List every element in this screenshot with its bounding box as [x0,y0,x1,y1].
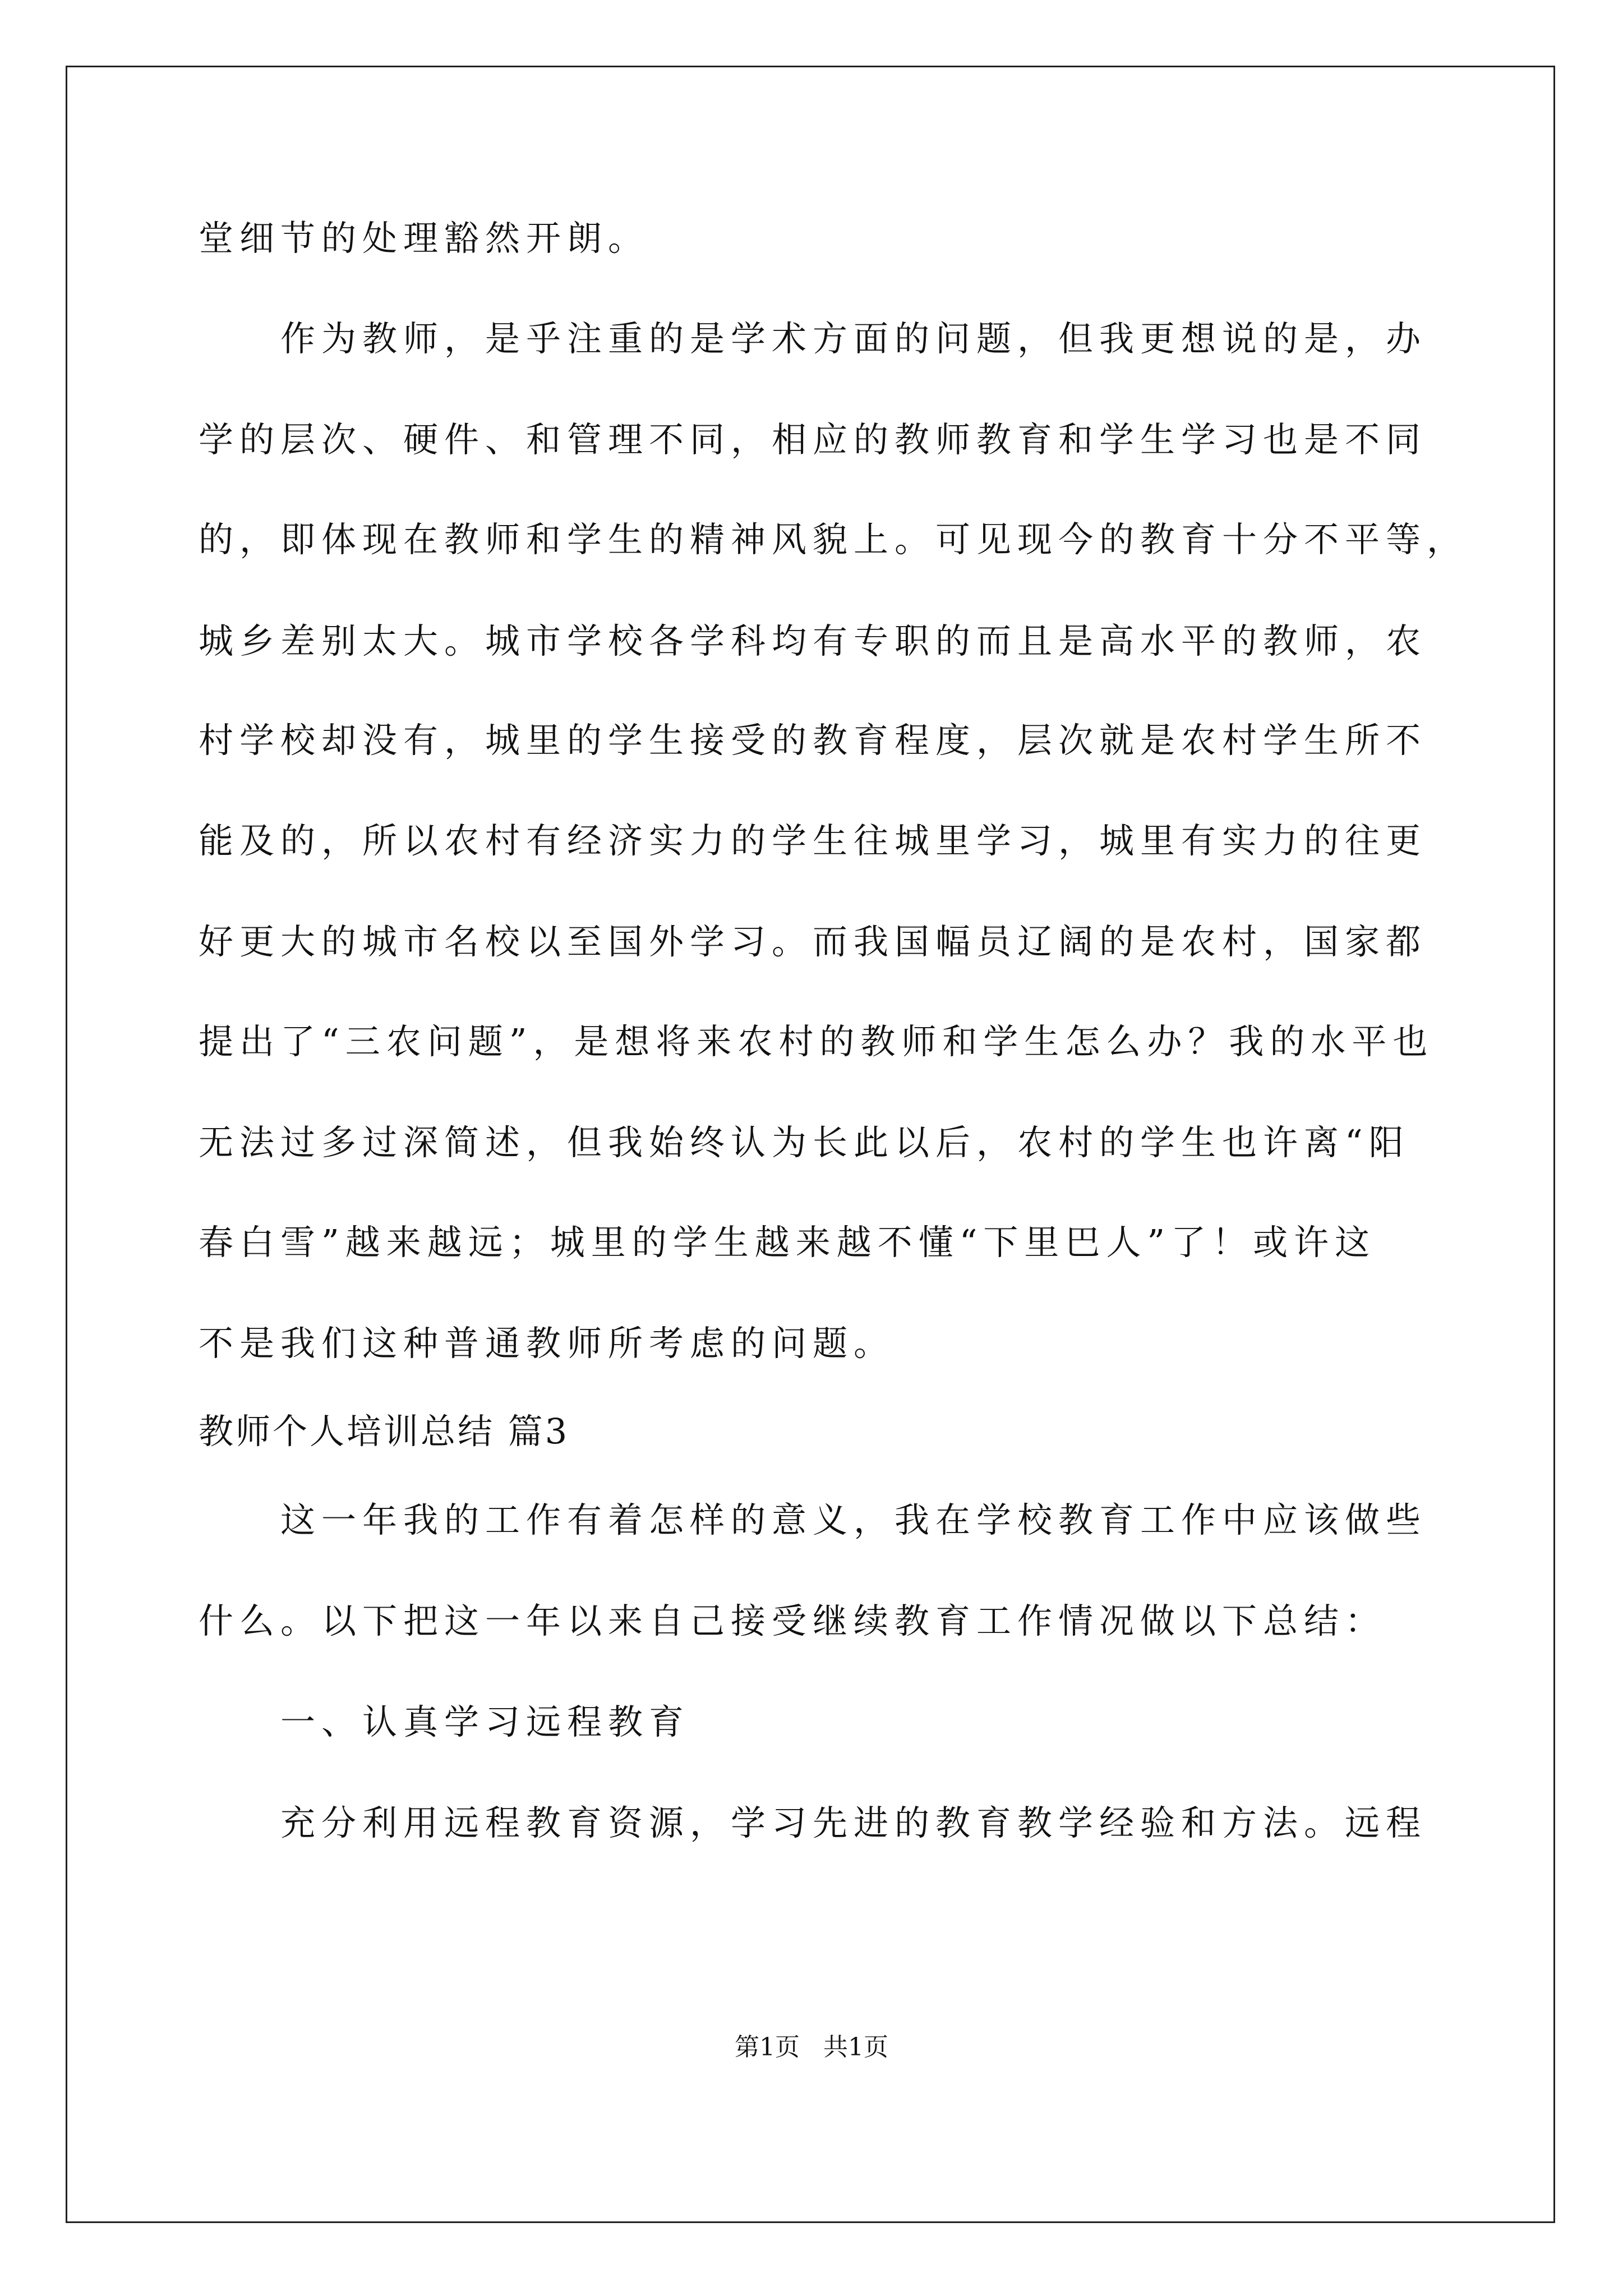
paragraph-line: 不是我们这种普通教师所考虑的问题。 [199,1323,895,1364]
paragraph-line: 的，即体现在教师和学生的精神风貌上。可见现今的教育十分不平等， [199,519,1468,560]
paragraph-line: 能及的，所以农村有经济实力的学生往城里学习，城里有实力的往更 [199,820,1427,861]
paragraph-line: 什么。以下把这一年以来自己接受继续教育工作情况做以下总结： [199,1600,1386,1641]
paragraph-line: 城乡差别太大。城市学校各学科均有专职的而且是高水平的教师，农 [199,620,1427,661]
paragraph-line: 好更大的城市名校以至国外学习。而我国幅员辽阔的是农村，国家都 [199,921,1427,962]
paragraph-line: 春白雪”越来越远；城里的学生越来越不懂“下里巴人”了！或许这 [199,1222,1376,1263]
paragraph-line: 充分利用远程教育资源，学习先进的教育教学经验和方法。远程 [199,1802,1427,1843]
paragraph-line: 学的层次、硬件、和管理不同，相应的教师教育和学生学习也是不同 [199,419,1427,460]
paragraph-line: 无法过多过深简述，但我始终认为长此以后，农村的学生也许离“阳 [199,1122,1410,1163]
paragraph-line: 作为教师，是乎注重的是学术方面的问题，但我更想说的是，办 [199,318,1427,359]
section-heading: 教师个人培训总结 篇3 [199,1411,570,1452]
subsection-heading: 一、认真学习远程教育 [199,1701,690,1742]
paragraph-line: 提出了“三农问题”，是想将来农村的教师和学生怎么办？我的水平也 [199,1021,1434,1062]
page-number: 第1页 [735,2033,800,2062]
paragraph-line: 村学校却没有，城里的学生接受的教育程度，层次就是农村学生所不 [199,720,1427,761]
page-total: 共1页 [823,2033,888,2062]
paragraph-line: 堂细节的处理豁然开朗。 [199,218,649,259]
page-footer [0,2032,1623,2063]
paragraph-line: 这一年我的工作有着怎样的意义，我在学校教育工作中应该做些 [199,1499,1427,1540]
